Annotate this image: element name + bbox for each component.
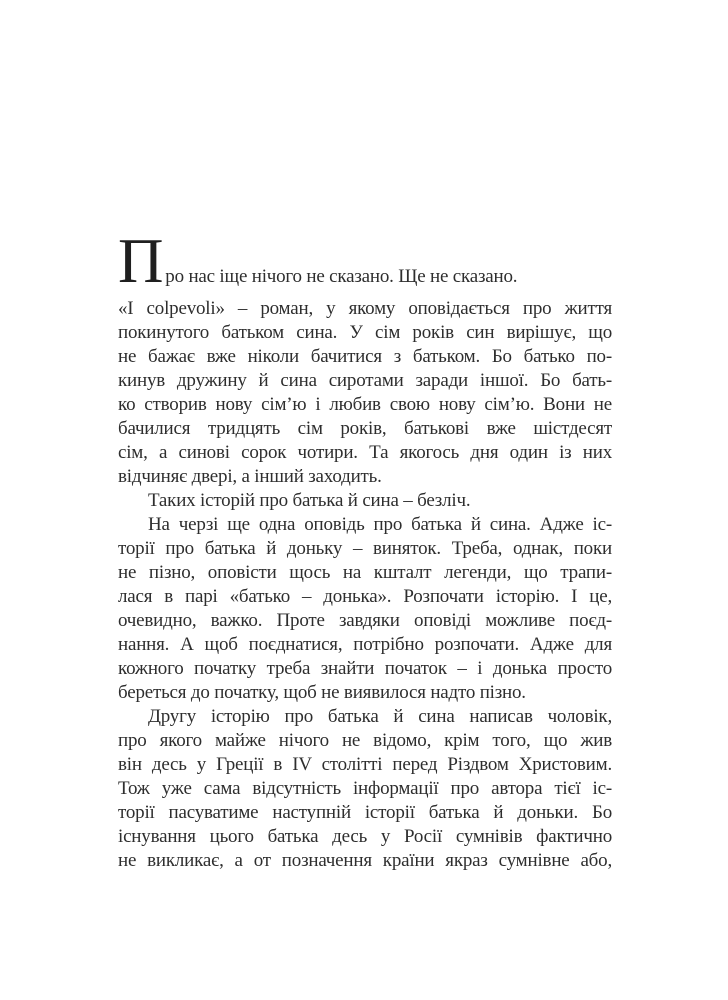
- text-line: «I colpevoli» – роман, у якому оповідається про життя: [118, 298, 612, 319]
- paragraph-1: [118, 226, 612, 296]
- text-line: існування цього батька десь у Росії сумнівів фактично: [118, 826, 612, 847]
- text-line: очевидно, важко. Проте завдяки оповіді можливе поєд-: [118, 610, 612, 631]
- text-line: торії пасуватиме наступній історії батька й доньки. Бо: [118, 802, 612, 823]
- text-line: На черзі ще одна оповідь про батька й сина. Адже іс-: [148, 514, 612, 535]
- text-line: не викликає, а от позначення країни якраз сумнівне або,: [118, 850, 612, 871]
- text-line: торії про батька й доньку – виняток. Треба, однак, поки: [118, 538, 612, 559]
- text-line: кожного початку треба знайти початок – і донька просто: [118, 658, 612, 679]
- text-line: сім, а синові сорок чотири. Та якогось дня один із них: [118, 442, 612, 463]
- text-line: ро нас іще нічого не сказано. Ще не сказано.: [165, 266, 518, 287]
- text-line: лася в парі «батько – донька». Розпочати історію. І це,: [118, 586, 612, 607]
- text-line: ко створив нову сім’ю і любив свою нову сім’ю. Вони не: [118, 394, 612, 415]
- text-line: не бажає вже ніколи бачитися з батьком. Бо батько по-: [118, 346, 612, 367]
- text-line: він десь у Греції в IV столітті перед Різдвом Христовим.: [118, 754, 612, 775]
- text-line: про якого майже нічого не відомо, крім того, що жив: [118, 730, 612, 751]
- paragraph-4: [118, 513, 612, 705]
- paragraph-3: [118, 489, 612, 513]
- text-block: [118, 226, 612, 873]
- text-line: Таких історій про батька й сина – безліч.: [148, 490, 471, 511]
- text-line: бачилися тридцять сім років, батькові вже шістдесят: [118, 418, 612, 439]
- text-line: кинув дружину й сина сиротами заради іншої. Бо бать-: [118, 370, 612, 391]
- text-line: нання. А щоб поєднатися, потрібно розпочати. Адже для: [118, 634, 612, 655]
- text-line: не пізно, оповісти щось на кшталт легенди, що трапи-: [118, 562, 612, 583]
- text-line: покинутого батьком сина. У сім років син вирішує, що: [118, 322, 612, 343]
- text-line: відчиняє двері, а інший заходить.: [118, 466, 382, 487]
- paragraph-5: [118, 705, 612, 873]
- drop-cap-letter: П: [118, 226, 164, 296]
- text-line: Тож уже сама відсутність інформації про автора тієї іс-: [118, 778, 612, 799]
- paragraph-2: [118, 297, 612, 489]
- text-line: Другу історію про батька й сина написав чоловік,: [148, 706, 612, 727]
- text-line: береться до початку, щоб не виявилося надто пізно.: [118, 682, 526, 703]
